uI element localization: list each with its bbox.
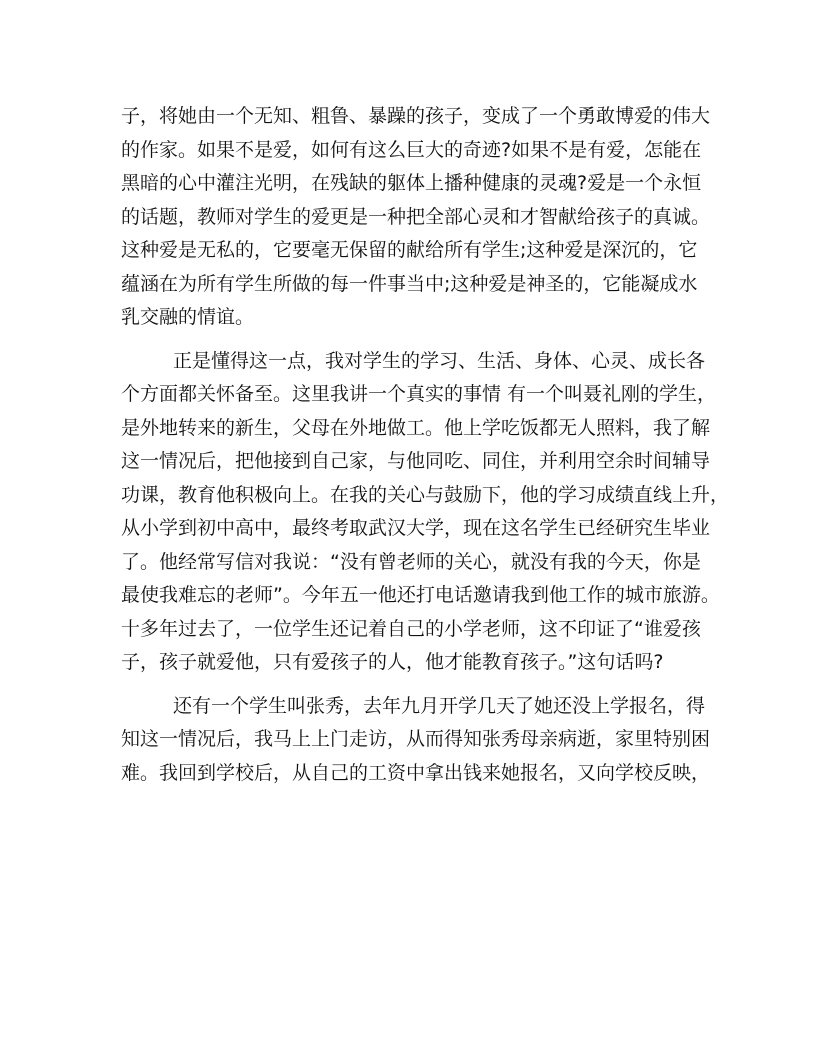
text-line: 子，孩子就爱他，只有爱孩子的人，他才能教育孩子。”这句话吗? [121,651,664,673]
text-line: 个方面都关怀备至。这里我讲一个真实的事情 有一个叫聂礼刚的学生， [121,383,717,405]
text-line: 还有一个学生叫张秀，去年九月开学几天了她还没上学报名，得 [173,694,706,717]
text-line: 子，将她由一个无知、粗鲁、暴躁的孩子，变成了一个勇敢博爱的伟大 [121,105,711,127]
text-line: 蕴涵在为所有学生所做的每一件事当中;这种爱是神圣的，它能凝成水 [121,272,698,295]
text-line: 功课，教育他积极向上。在我的关心与鼓励下，他的学习成绩直线上升， [121,483,730,506]
paragraph-1 [121,100,711,335]
text-line: 的作家。如果不是爱，如何有这么巨大的奇迹?如果不是有爱，怎能在 [121,138,702,161]
text-line: 这一情况后，把他接到自己家，与他同吃、同住，并利用空余时间辅导 [121,450,711,472]
paragraph-gap [121,335,696,345]
text-line: 正是懂得这一点，我对学生的学习、生活、身体、心灵、成长各 [173,349,706,372]
text-line: 这种爱是无私的，它要毫无保留的献给所有学生;这种爱是深沉的，它 [121,239,698,261]
paragraph-gap [121,680,696,690]
text-line: 黑暗的心中灌注光明，在残缺的躯体上播种健康的灵魂?爱是一个永恒 [121,172,702,194]
text-line: 知这一情况后，我马上上门走访，从而得知张秀母亲病逝，家里特别困 [121,728,711,750]
text-line: 十多年过去了，一位学生还记着自己的小学老师，这不印证了“谁爱孩 [121,617,701,640]
text-line: 乳交融的情谊。 [121,306,255,328]
text-line: 从小学到初中高中，最终考取武汉大学，现在这名学生已经研究生毕业 [121,517,711,539]
text-line: 难。我回到学校后，从自己的工资中拿出钱来她报名，又向学校反映， [121,761,711,784]
paragraph-2 [121,345,730,680]
text-line: 的话题，教师对学生的爱更是一种把全部心灵和才智献给孩子的真诚。 [121,205,711,228]
text-line: 了。他经常写信对我说：“没有曾老师的关心，就没有我的今天，你是 [121,550,701,573]
document-body [121,100,730,790]
text-line: 是外地转来的新生，父母在外地做工。他上学吃饭都无人照料，我了解 [121,416,711,439]
paragraph-3 [121,690,711,791]
text-line: 最使我难忘的老师”。今年五一他还打电话邀请我到他工作的城市旅游。 [121,584,720,606]
